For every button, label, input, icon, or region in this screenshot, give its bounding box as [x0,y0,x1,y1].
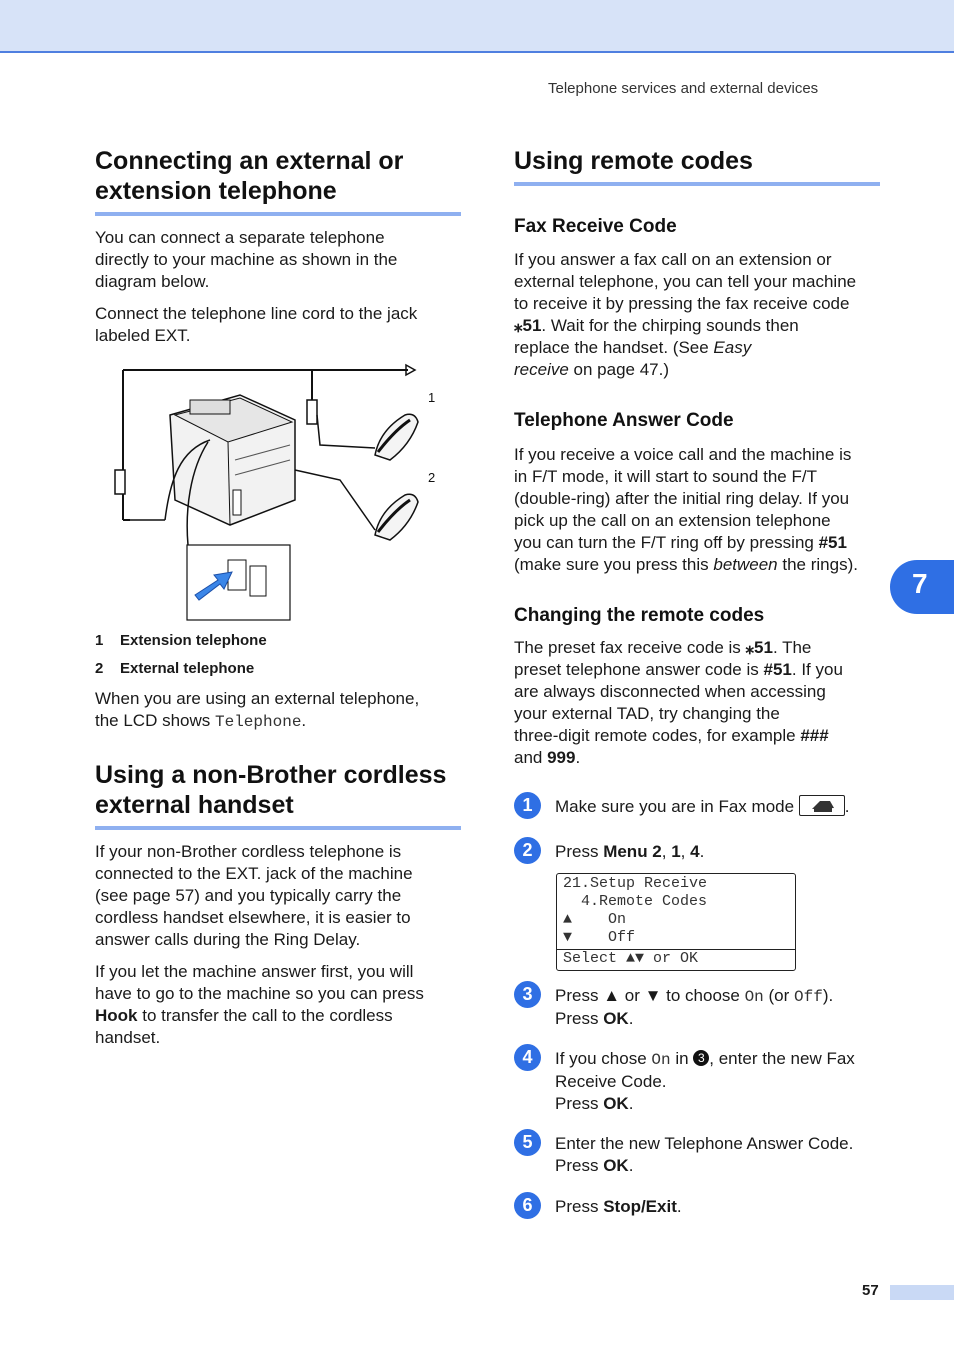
lcd-line-3: ▲ On [563,911,627,928]
step-3-text: Press ▲ or ▼ to choose On (or Off). Press OK. [555,986,834,1028]
step-5-text: Enter the new Telephone Answer Code. Press OK. [555,1134,854,1175]
heading-rule [95,826,461,830]
step-6-text: Press Stop/Exit. [555,1197,682,1216]
callout-1: 1 [428,390,436,405]
top-banner [0,0,954,53]
section-heading-cordless: Using a non-Brother cordless external handset [95,760,461,830]
step-reference-3-icon: 3 [693,1050,709,1066]
paragraph-telephone-answer: If you receive a voice call and the machine is in F/T mode, it will start to sound the F/T (double-ring) after the initial ring delay. If you pick up the call on an extension telephone you can turn the F/T ring off by pressing #51 (make sure you press this between the rings). [514,445,858,574]
paragraph-lcd-shows: When you are using an external telephone, the LCD shows Telephone. [95,689,420,731]
paragraph-changing: The preset fax receive code is ⁎51. The preset telephone answer code is #51. If you are always disconnected when accessing your external TAD, try changing the three-digit remote codes, for example ### and 999. [514,638,843,767]
chapter-number: 7 [912,568,928,599]
step-3-number: 3 [514,981,541,1008]
lcd-line-2: 4.Remote Codes [563,893,708,910]
section-heading-remote-codes: Using remote codes [514,146,880,186]
lcd-display [556,873,796,971]
lcd-line-1: 21.Setup Receive [563,875,708,892]
connection-diagram [110,360,450,625]
step-1-number: 1 [514,792,541,819]
paragraph-fax-receive: If you answer a fax call on an extension or external telephone, you can tell your machine to receive it by pressing the fax receive code ⁎51. Wait for the chirping sounds then replace the handset. (See Easy receive on page 47.) [514,250,857,379]
legend-item-1: 1 Extension telephone [95,632,267,649]
subheading-telephone-answer-code: Telephone Answer Code [514,410,734,431]
step-2-text: Press Menu 2, 1, 4. [555,842,705,861]
step-6-number: 6 [514,1192,541,1219]
section-heading-connecting: Connecting an external or extension telephone [95,146,461,216]
lcd-line-5: Select ▲▼ or OK [563,950,699,967]
page-number-bar [890,1285,954,1300]
step-1-text: Make sure you are in Fax mode . [555,797,850,816]
lcd-line-4: ▼ Off [563,929,636,946]
paragraph-answer-first: If you let the machine answer first, you will have to go to the machine so you can press Hook to transfer the call to the cordless handset. [95,962,424,1047]
heading-rule [95,212,461,216]
step-5-number: 5 [514,1129,541,1156]
subheading-changing-remote-codes: Changing the remote codes [514,605,765,626]
fax-mode-key-icon [799,795,845,816]
paragraph-intro: You can connect a separate telephone directly to your machine as shown in the diagram below. [95,228,398,291]
paragraph-cordless: If your non-Brother cordless telephone is connected to the EXT. jack of the machine (see page 57) and you typically carry the cordless handset elsewhere, it is easier to answer calls during the Ring Delay. [95,842,413,949]
chapter-tab [890,560,954,614]
running-header: Telephone services and external devices [548,80,819,97]
subheading-fax-receive-code: Fax Receive Code [514,216,677,237]
external-telephone-drawing [375,494,418,540]
paragraph-connect: Connect the telephone line cord to the jack labeled EXT. [95,304,418,345]
step-4-text: If you chose On in 3 , enter the new Fax Receive Code. Press OK. [555,1049,855,1113]
step-4-number: 4 [514,1044,541,1071]
page-number: 57 [862,1282,879,1299]
callout-2: 2 [428,470,436,485]
heading-rule [514,182,880,186]
legend-item-2: 2 External telephone [95,660,255,677]
extension-telephone-drawing [375,414,418,460]
step-2-number: 2 [514,837,541,864]
